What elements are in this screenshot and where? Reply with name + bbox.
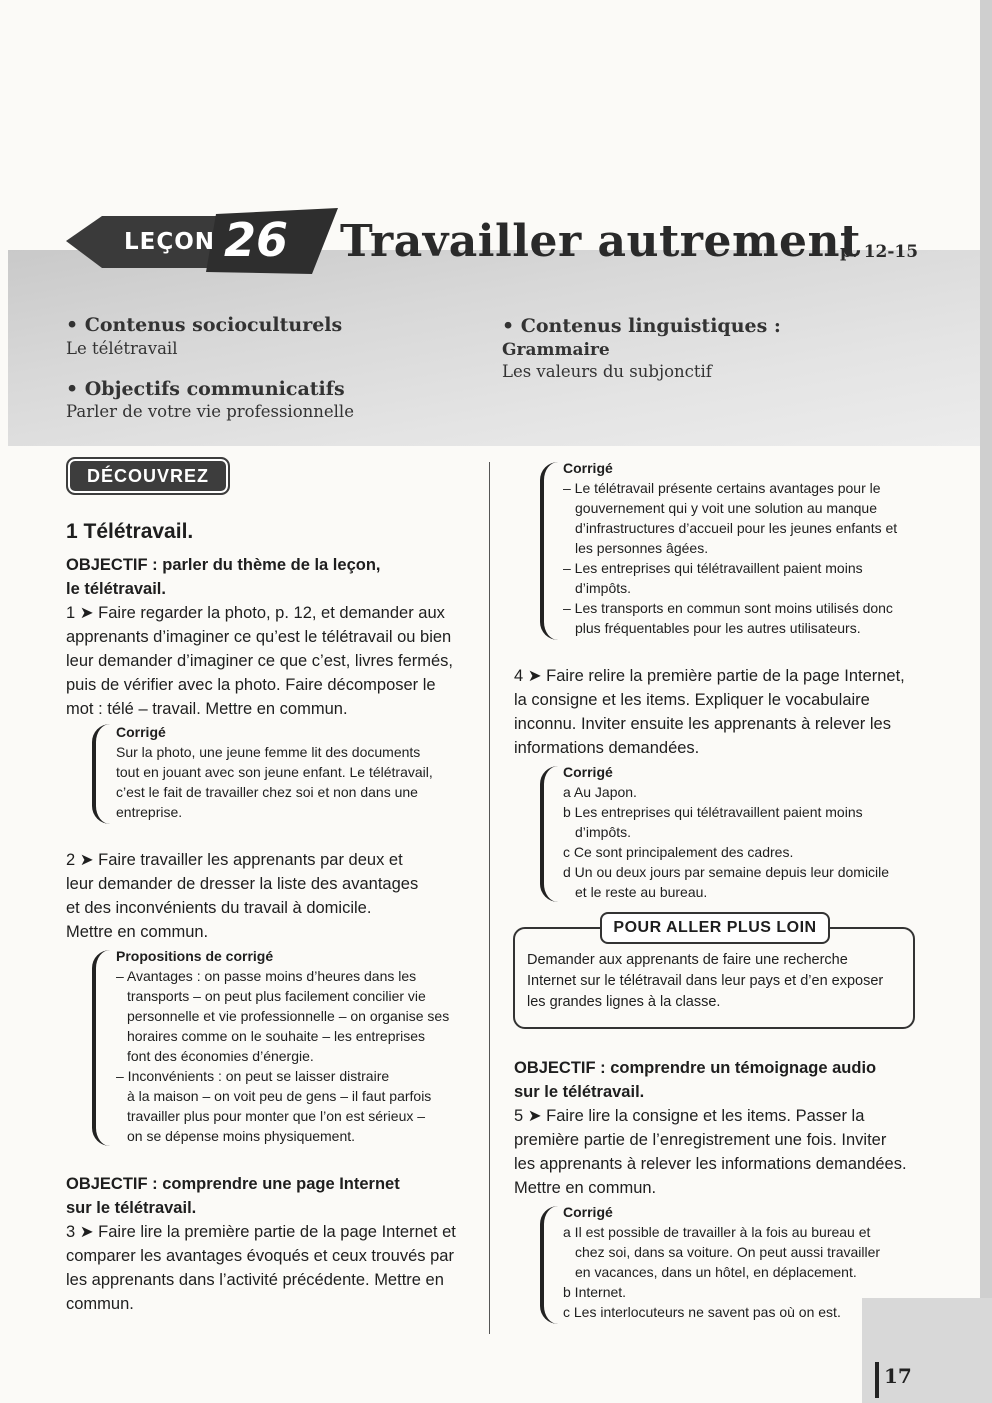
loin-text-line: Demander aux apprenants de faire une recherche bbox=[527, 952, 848, 968]
corrige-2-line: horaires comme on le souhaite – les entreprises bbox=[127, 1028, 426, 1044]
activity-3-line: comparer les avantages évoqués et ceux trouvés par bbox=[66, 1247, 454, 1265]
activity-3-line: les apprenants dans l’activité précédente. Mettre en bbox=[66, 1271, 444, 1289]
loin-text-line: Internet sur le télétravail dans leur pays et d’en exposer bbox=[527, 973, 884, 989]
activity-4-line: la consigne et les items. Expliquer le vocabulaire bbox=[514, 691, 870, 709]
activity-2-line: et des inconvénients du travail à domicile. bbox=[66, 899, 372, 917]
corrige-4-line: a Au Japon. bbox=[563, 784, 637, 800]
corrige-1-line: c’est le fait de travailler chez soi et non dans une bbox=[116, 784, 418, 800]
page-corner-shadow bbox=[862, 1298, 992, 1403]
corrige-5-line: b Internet. bbox=[563, 1284, 627, 1300]
page-edge-shadow bbox=[980, 0, 992, 1403]
corrige-3-line: gouvernement qui y voit une solution au manque bbox=[575, 500, 877, 516]
corrige-bracket bbox=[540, 462, 558, 640]
corrige-2-line: font des économies d’énergie. bbox=[127, 1048, 314, 1064]
activity-2-line: Mettre en commun. bbox=[66, 923, 209, 941]
activity-5-line: Mettre en commun. bbox=[514, 1179, 657, 1197]
contenus-socio-value: Le télétravail bbox=[66, 339, 178, 358]
loin-text-line: les grandes lignes à la classe. bbox=[527, 994, 721, 1010]
page-number-bar bbox=[875, 1362, 879, 1398]
activity-2-line: 2 ➤ Faire travailler les apprenants par deux et bbox=[66, 851, 403, 869]
lecon-number: 26 bbox=[224, 213, 289, 267]
activity-5-line: 5 ➤ Faire lire la consigne et les items. Passer la bbox=[514, 1107, 865, 1125]
objective-1-line: le télétravail. bbox=[66, 580, 166, 598]
contenus-ling-subtitle: Grammaire bbox=[502, 340, 610, 360]
corrige-2-line: travailler plus pour monter que l’on est sérieux – bbox=[127, 1108, 426, 1124]
corrige-2-heading: Propositions de corrigé bbox=[116, 948, 274, 964]
corrige-2-line: – Avantages : on passe moins d’heures dans les bbox=[116, 968, 417, 984]
activity-2-line: leur demander de dresser la liste des avantages bbox=[66, 875, 419, 893]
activity-4-line: informations demandées. bbox=[514, 739, 700, 757]
corrige-4-heading: Corrigé bbox=[563, 764, 613, 780]
lecon-label: LEÇON bbox=[124, 229, 216, 255]
corrige-3-line: plus fréquentables pour les autres utilisateurs. bbox=[575, 620, 861, 636]
page-number: 17 bbox=[884, 1364, 912, 1388]
section-title: 1 Télétravail. bbox=[66, 520, 194, 543]
lecon-badge bbox=[66, 208, 342, 274]
objective-3-line: sur le télétravail. bbox=[66, 1199, 197, 1217]
activity-5-line: les apprenants à relever les informations demandées. bbox=[514, 1155, 907, 1173]
activity-1-line: 1 ➤ Faire regarder la photo, p. 12, et demander aux bbox=[66, 604, 445, 622]
corrige-3-line: – Le télétravail présente certains avantages pour le bbox=[563, 480, 881, 496]
objectifs-value: Parler de votre vie professionnelle bbox=[66, 402, 354, 421]
activity-4-line: inconnu. Inviter ensuite les apprenants à relever les bbox=[514, 715, 891, 733]
corrige-1-line: entreprise. bbox=[116, 804, 183, 820]
corrige-4-line: c Ce sont principalement des cadres. bbox=[563, 844, 794, 860]
activity-1-line: leur demander d’imaginer ce que c’est, livres fermés, bbox=[66, 652, 454, 670]
corrige-3-line: les personnes âgées. bbox=[575, 540, 709, 556]
corrige-4-line: d’impôts. bbox=[575, 824, 632, 840]
activity-3-line: commun. bbox=[66, 1295, 134, 1313]
corrige-3-line: d’impôts. bbox=[575, 580, 632, 596]
objective-5-line: sur le télétravail. bbox=[514, 1083, 645, 1101]
activity-4-line: 4 ➤ Faire relire la première partie de la page Internet, bbox=[514, 667, 905, 685]
objectifs-title: • Objectifs communicatifs bbox=[66, 378, 345, 400]
corrige-3-line: d’infrastructures d’accueil pour les jeunes enfants et bbox=[575, 520, 898, 536]
corrige-bracket bbox=[540, 1206, 558, 1324]
corrige-5-line: en vacances, dans un hôtel, en déplacement. bbox=[575, 1264, 857, 1280]
corrige-4-line: b Les entreprises qui télétravaillent paient moins bbox=[563, 804, 863, 820]
corrige-3-heading: Corrigé bbox=[563, 460, 613, 476]
corrige-3-line: – Les transports en commun sont moins utilisés donc bbox=[563, 600, 893, 616]
corrige-1-line: tout en jouant avec son jeune enfant. Le télétravail, bbox=[116, 764, 433, 780]
objective-1-line: OBJECTIF : parler du thème de la leçon, bbox=[66, 556, 381, 574]
corrige-1-heading: Corrigé bbox=[116, 724, 166, 740]
corrige-3-line: – Les entreprises qui télétravaillent paient moins bbox=[563, 560, 863, 576]
contenus-ling-value: Les valeurs du subjonctif bbox=[502, 362, 712, 381]
activity-1-line: mot : télé – travail. Mettre en commun. bbox=[66, 700, 348, 718]
activity-1-line: puis de vérifier avec la photo. Faire décomposer le bbox=[66, 676, 436, 694]
corrige-2-line: – Inconvénients : on peut se laisser distraire bbox=[116, 1068, 390, 1084]
corrige-2-line: à la maison – on voit peu de gens – il faut parfois bbox=[127, 1088, 432, 1104]
objective-3-line: OBJECTIF : comprendre une page Internet bbox=[66, 1175, 400, 1193]
corrige-1-line: Sur la photo, une jeune femme lit des documents bbox=[116, 744, 421, 760]
corrige-bracket bbox=[540, 766, 558, 902]
corrige-5-line: c Les interlocuteurs ne savent pas où on est. bbox=[563, 1304, 841, 1320]
objective-5-line: OBJECTIF : comprendre un témoignage audio bbox=[514, 1059, 877, 1077]
page-title: Travailler autrement bbox=[340, 216, 861, 267]
page-reference: p. 12-15 bbox=[840, 242, 919, 262]
contenus-socio-title: • Contenus socioculturels bbox=[66, 314, 343, 336]
corrige-5-line: a Il est possible de travailler à la fois au bureau et bbox=[563, 1224, 871, 1240]
corrige-5-heading: Corrigé bbox=[563, 1204, 613, 1220]
corrige-bracket bbox=[92, 724, 110, 824]
corrige-4-line: et le reste au bureau. bbox=[575, 884, 708, 900]
corrige-5-line: chez soi, dans sa voiture. On peut aussi travailler bbox=[575, 1244, 881, 1260]
corrige-2-line: personnelle et vie professionnelle – on organise ses bbox=[127, 1008, 450, 1024]
corrige-bracket bbox=[92, 950, 110, 1146]
decouvrez-badge: DÉCOUVREZ bbox=[66, 457, 230, 495]
activity-3-line: 3 ➤ Faire lire la première partie de la page Internet et bbox=[66, 1223, 456, 1241]
corrige-2-line: transports – on peut plus facilement concilier vie bbox=[127, 988, 426, 1004]
pour-aller-plus-loin-badge: POUR ALLER PLUS LOIN bbox=[600, 912, 830, 944]
corrige-4-line: d Un ou deux jours par semaine depuis leur domicile bbox=[563, 864, 890, 880]
corrige-2-line: on se dépense moins physiquement. bbox=[127, 1128, 356, 1144]
activity-5-line: première partie de l’enregistrement une fois. Inviter bbox=[514, 1131, 887, 1149]
activity-1-line: apprenants d’imaginer ce qu’est le télétravail ou bien bbox=[66, 628, 452, 646]
contenus-ling-title: • Contenus linguistiques : bbox=[502, 315, 781, 337]
column-divider bbox=[489, 462, 490, 1334]
